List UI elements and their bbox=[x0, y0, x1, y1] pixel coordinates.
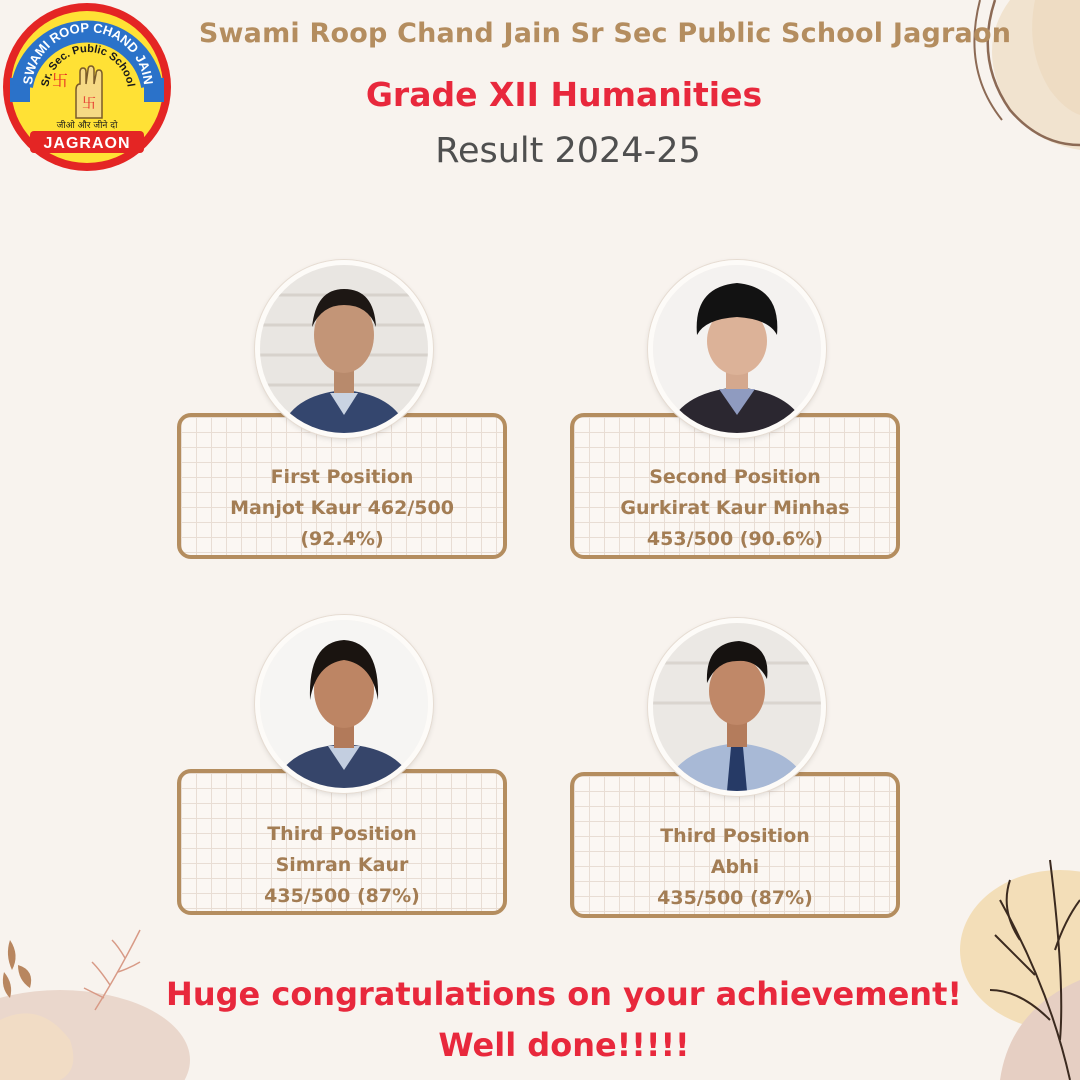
topper-name-score: Simran Kaur bbox=[275, 854, 409, 876]
logo-motto: जीओ और जीने दो bbox=[56, 121, 118, 131]
grade-title: Grade XII Humanities bbox=[365, 75, 763, 114]
student-photo-2 bbox=[648, 260, 826, 438]
topper-percentage: (92.4%) bbox=[300, 528, 384, 550]
school-name: Swami Roop Chand Jain Sr Sec Public School Jagraon bbox=[198, 18, 1012, 49]
student-photo-1 bbox=[255, 260, 433, 438]
result-title: Result 2024-25 bbox=[435, 131, 701, 171]
logo-top-arc-text: SWAMI ROOP CHAND JAIN bbox=[20, 19, 157, 86]
well-done-message: Well done!!!!! bbox=[438, 1026, 690, 1064]
topper-position: First Position bbox=[270, 466, 414, 488]
topper-percentage: 435/500 (87%) bbox=[657, 887, 813, 909]
swastika-icon: 卐 bbox=[51, 71, 69, 90]
topper-name-score: Abhi bbox=[710, 856, 760, 878]
topper-name-score: Gurkirat Kaur Minhas bbox=[620, 497, 850, 519]
logo-inner-arc-text: Sr. Sec. Public School bbox=[39, 42, 137, 88]
topper-percentage: 435/500 (87%) bbox=[264, 885, 420, 907]
congratulations-message: Huge congratulations on your achievement! bbox=[166, 975, 962, 1013]
topper-position: Third Position bbox=[660, 825, 810, 847]
topper-name-score: Manjot Kaur 462/500 bbox=[230, 497, 454, 519]
logo-town-text: JAGRAON bbox=[43, 135, 131, 152]
student-photo-3 bbox=[255, 615, 433, 793]
topper-position: Third Position bbox=[267, 823, 417, 845]
topper-position: Second Position bbox=[649, 466, 821, 488]
student-photo-4 bbox=[648, 618, 826, 796]
topper-percentage: 453/500 (90.6%) bbox=[646, 528, 824, 550]
svg-text:卐: 卐 bbox=[82, 96, 96, 112]
